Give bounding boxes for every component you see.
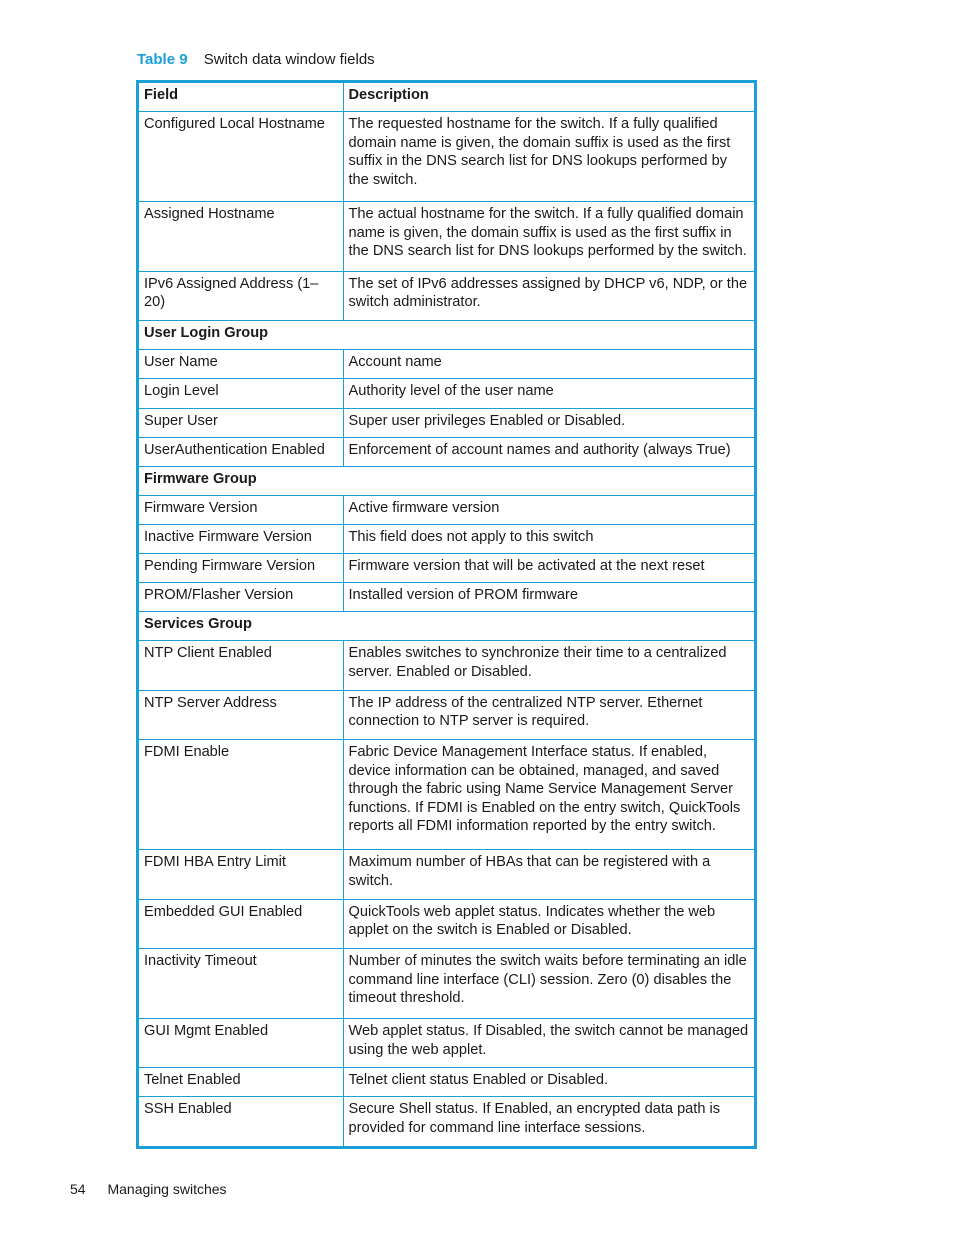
description-cell: Number of minutes the switch waits before terminating an idle command line interface (CLI) session. Zero (0) disables the timeout threshold. [343, 949, 754, 1019]
page-number: 54 [70, 1181, 86, 1197]
description-cell: Maximum number of HBAs that can be registered with a switch. [343, 850, 754, 899]
group-row [139, 466, 754, 495]
field-cell: Telnet Enabled [139, 1068, 343, 1097]
table-number-label: Table 9 [137, 51, 188, 68]
field-cell: Inactivity Timeout [139, 949, 343, 1019]
field-cell: FDMI HBA Entry Limit [139, 850, 343, 899]
table-row [139, 899, 754, 948]
field-cell: SSH Enabled [139, 1097, 343, 1146]
description-cell: Active firmware version [343, 495, 754, 524]
field-cell: UserAuthentication Enabled [139, 437, 343, 466]
description-cell: The IP address of the centralized NTP server. Ethernet connection to NTP server is required. [343, 690, 754, 739]
field-cell: IPv6 Assigned Address (1–20) [139, 271, 343, 320]
description-cell: Installed version of PROM firmware [343, 582, 754, 611]
field-cell: Pending Firmware Version [139, 553, 343, 582]
description-cell: The set of IPv6 addresses assigned by DHCP v6, NDP, or the switch administrator. [343, 271, 754, 320]
header-description: Description [343, 83, 754, 112]
field-cell: User Name [139, 350, 343, 379]
group-heading: Services Group [139, 612, 754, 641]
field-cell: Inactive Firmware Version [139, 524, 343, 553]
description-cell: This field does not apply to this switch [343, 524, 754, 553]
table-row [139, 1068, 754, 1097]
description-cell: QuickTools web applet status. Indicates whether the web applet on the switch is Enabled or Disabled. [343, 899, 754, 948]
table-row [139, 553, 754, 582]
header-field: Field [139, 83, 343, 112]
field-cell: GUI Mgmt Enabled [139, 1018, 343, 1067]
table-row [139, 437, 754, 466]
description-cell: Enables switches to synchronize their time to a centralized server. Enabled or Disabled. [343, 641, 754, 690]
description-cell: Firmware version that will be activated at the next reset [343, 553, 754, 582]
table-row [139, 112, 754, 202]
page-footer [70, 1180, 227, 1198]
field-cell: Configured Local Hostname [139, 112, 343, 202]
field-cell: NTP Client Enabled [139, 641, 343, 690]
description-cell: The requested hostname for the switch. If a fully qualified domain name is given, the domain suffix is used as the first suffix in the DNS search list for DNS lookups performed by the switch. [343, 112, 754, 202]
table-row [139, 949, 754, 1019]
description-cell: The actual hostname for the switch. If a fully qualified domain name is given, the domain suffix is used as the first suffix in the DNS search list for DNS lookups performed by the switch. [343, 202, 754, 272]
field-cell: Assigned Hostname [139, 202, 343, 272]
table-row [139, 408, 754, 437]
table-row [139, 739, 754, 849]
field-cell: Login Level [139, 379, 343, 408]
description-cell: Telnet client status Enabled or Disabled. [343, 1068, 754, 1097]
table-row [139, 1018, 754, 1067]
table-row [139, 1097, 754, 1146]
field-cell: Embedded GUI Enabled [139, 899, 343, 948]
switch-data-table [136, 80, 757, 1149]
table-row [139, 582, 754, 611]
footer-section-title: Managing switches [107, 1181, 227, 1197]
table-row [139, 202, 754, 272]
field-cell: Super User [139, 408, 343, 437]
description-cell: Super user privileges Enabled or Disabled. [343, 408, 754, 437]
field-cell: NTP Server Address [139, 690, 343, 739]
field-cell: Firmware Version [139, 495, 343, 524]
table-caption [137, 50, 375, 70]
table-row [139, 641, 754, 690]
table-row [139, 379, 754, 408]
table-row [139, 524, 754, 553]
group-heading: Firmware Group [139, 466, 754, 495]
description-cell: Secure Shell status. If Enabled, an encrypted data path is provided for command line interface sessions. [343, 1097, 754, 1146]
table-title: Switch data window fields [203, 51, 375, 68]
description-cell: Account name [343, 350, 754, 379]
description-cell: Enforcement of account names and authority (always True) [343, 437, 754, 466]
group-heading: User Login Group [139, 321, 754, 350]
group-row [139, 612, 754, 641]
table-row [139, 271, 754, 320]
description-cell: Fabric Device Management Interface status. If enabled, device information can be obtained, managed, and saved through the fabric using Name Service Management Server functions. If FDMI is Enabled on the entry switch, QuickTools reports all FDMI information reported by the entry switch. [343, 739, 754, 849]
table-row [139, 350, 754, 379]
table-row [139, 495, 754, 524]
table-header-row [139, 83, 754, 112]
description-cell: Web applet status. If Disabled, the switch cannot be managed using the web applet. [343, 1018, 754, 1067]
group-row [139, 321, 754, 350]
field-cell: PROM/Flasher Version [139, 582, 343, 611]
table-row [139, 850, 754, 899]
description-cell: Authority level of the user name [343, 379, 754, 408]
field-cell: FDMI Enable [139, 739, 343, 849]
table-row [139, 690, 754, 739]
